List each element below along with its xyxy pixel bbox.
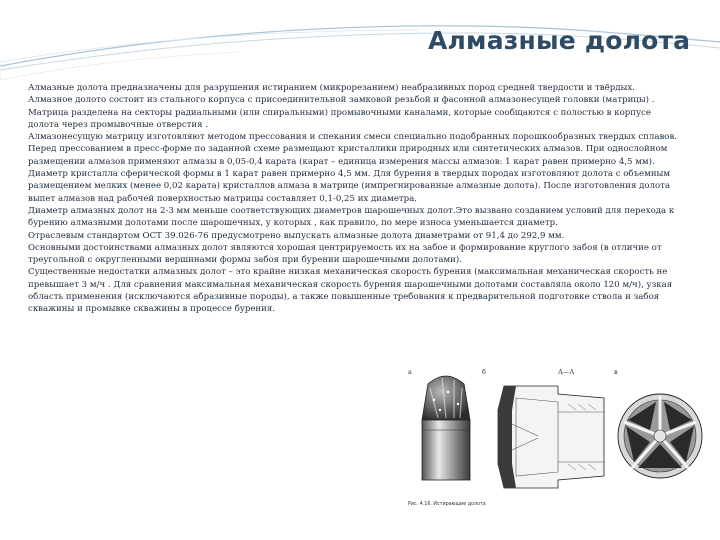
- paragraph-line: Алмазные долота предназначены для разрушения истиранием (микрорезанием) неабразивных пород средней твердости и твёрдых.: [28, 83, 635, 93]
- paragraph-line: Основными достоинствами алмазных долот являются хорошая центрируемость их на забое и формирование круглого забоя (в отличие от: [28, 242, 662, 253]
- paragraph-line: Перед прессованием в пресс-форме по заданной схеме размещают кристаллики природных или синтетических алмазов. При однослойном: [28, 144, 668, 155]
- paragraph-line: область применения (исключаются абразивные породы), а также повышенные требования к предварительной подготовке ствола и забоя: [28, 292, 660, 303]
- bit-cross-section: [498, 386, 604, 488]
- paragraph-line: размещении алмазов применяют алмазы в 0,05-0,4 карата (карат – единица измерения массы алмазов: 1 карат равен примерно 4,5 мм).: [28, 156, 655, 167]
- paragraph-line: превышает 3 м/ч . Для сравнения максимальная механическая скорость бурения шарошечными долотами составляла около 120 м/ч), узкая: [28, 279, 673, 290]
- paragraph-line: бурению алмазными долотами после шарошечных, у которых , как правило, по мере износа уменьшается диаметр.: [28, 218, 558, 229]
- paragraph-line: размещением мелких (менее 0,02 карата) кристаллов алмаза в матрице (импрегнированные алмазные долота). После изготовления долота: [28, 181, 671, 192]
- figure-label-v: в: [614, 368, 618, 376]
- paragraph-line: Диаметр кристалла сферической формы в 1 карат равен примерно 4,5 мм. Для бурения в твердых породах изготовляют долота с объемным: [28, 169, 671, 180]
- drill-bit-illustration: [408, 364, 704, 500]
- drill-bit-figure: [408, 364, 704, 514]
- bit-side-view: [422, 376, 470, 480]
- section-label: А—А: [558, 368, 575, 376]
- paragraph-line: треугольной с округленными вершинами формы забоя при бурении шарошечными долотами).: [28, 255, 462, 266]
- figure-caption: Рис. 4.16. Истирающие долота: [408, 502, 486, 507]
- paragraph-line: Существенные недостатки алмазных долот – это крайне низкая механическая скорость бурения (максимальная механическая скорость не: [28, 267, 668, 278]
- paragraph-line: Диаметр алмазных долот на 2-3 мм меньше соответствующих диаметров шарошечных долот.Это вызвано созданием условий для перехода к: [28, 205, 675, 216]
- figure-label-a: а: [408, 368, 412, 376]
- paragraph-line: Матрица разделена на секторы радиальными (или спиральными) промывочными каналами, которые сообщаются с полостью в корпусе: [28, 107, 651, 118]
- body-text: [28, 82, 696, 316]
- paragraph-line: Отраслевым стандартом ОСТ 39.026-76 предусмотрено выпускать алмазные долота диаметрами от 91,4 до 292,9 мм.: [28, 230, 565, 241]
- paragraph-line: Алмазонесущую матрицу изготовляют методом прессования и спекания смеси специально подобранных порошкообразных твердых сплавов.: [28, 132, 678, 143]
- slide-title: Алмазные долота: [428, 26, 691, 55]
- paragraph-line: выпет алмазов над рабочей поверхностью матрицы составляет 0,1-0,25 их диаметра.: [28, 193, 418, 204]
- paragraph-line: Алмазное долото состоит из стального корпуса с присоединительной замковой резьбой и фасонной алмазонесущей головки (матрицы) .: [28, 95, 655, 106]
- paragraph-line: скважины и промывке скважины в процессе бурения.: [28, 304, 276, 315]
- paragraph-line: долота через промывочные отверстия .: [28, 119, 209, 130]
- figure-label-b: б: [482, 368, 486, 376]
- bit-face-view: [618, 394, 702, 478]
